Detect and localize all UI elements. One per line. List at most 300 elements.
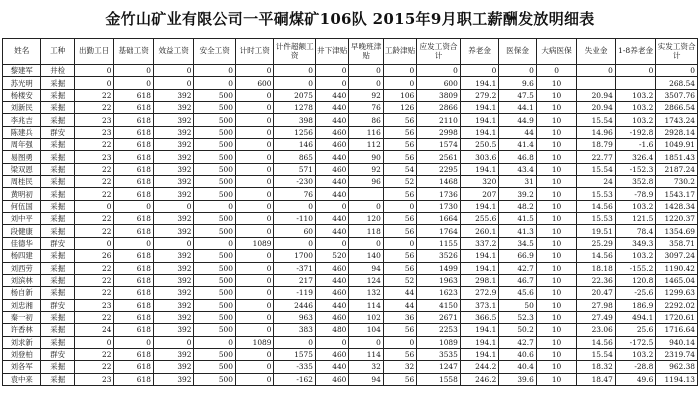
table-cell: 0 [615,65,656,77]
table-cell: 500 [194,114,236,126]
table-cell: 0 [235,262,273,274]
table-cell: 0 [235,213,273,225]
table-cell: -152.3 [615,163,656,175]
table-cell: 2998 [417,126,461,138]
table-cell: 56 [383,139,416,151]
table-cell: 0 [274,65,316,77]
employee-name-cell: 刘西劳 [3,262,41,274]
table-row [3,336,698,348]
table-cell: 440 [315,89,348,101]
table-cell: 103.2 [615,102,656,114]
table-cell: 1190.42 [656,262,698,274]
table-cell: 500 [194,225,236,237]
table-cell: 279.2 [460,89,498,101]
table-cell: 0 [235,200,273,212]
employee-name-cell: 杨楼安 [3,89,41,101]
job-type-cell: 采掘 [41,225,74,237]
table-cell: 392 [153,225,194,237]
table-cell: 10 [536,373,577,385]
table-cell: 0 [383,336,416,348]
table-cell: 392 [153,114,194,126]
column-header: 早晚班津贴 [349,39,383,65]
table-cell: 440 [315,225,348,237]
table-cell: 0 [417,65,461,77]
table-cell: 0 [656,65,698,77]
job-type-cell: 采掘 [41,89,74,101]
table-cell: 618 [114,139,154,151]
table-cell: 0 [383,65,416,77]
column-header: 出勤工日 [74,39,114,65]
table-cell: 52 [383,274,416,286]
table-row [3,126,698,138]
table-cell: 260.1 [460,225,498,237]
table-cell: 54 [383,163,416,175]
table-cell: 10 [536,274,577,286]
employee-name-cell: 许香林 [3,324,41,336]
table-cell: 0 [235,299,273,311]
table-cell: 39.6 [499,373,536,385]
column-header: 基础工资 [114,39,154,65]
table-cell: 18.79 [577,139,615,151]
employee-name-cell: 段健康 [3,225,41,237]
table-cell: 194.1 [460,250,498,262]
table-cell: 250.5 [460,139,498,151]
table-cell: 440 [315,102,348,114]
table-cell: 320 [460,176,498,188]
table-cell: 3535 [417,348,461,360]
table-cell: 56 [383,213,416,225]
table-cell: 352.8 [615,176,656,188]
table-cell: 1278 [274,102,316,114]
table-cell: 0 [235,287,273,299]
table-cell: 0 [274,237,316,249]
table-cell: 618 [114,225,154,237]
table-cell: 186.9 [615,299,656,311]
table-cell: 76 [274,188,316,200]
table-cell: 96 [349,176,383,188]
table-cell: 0 [153,77,194,89]
table-cell: 41.5 [499,213,536,225]
table-cell: 0 [235,163,273,175]
table-cell: 23 [74,299,114,311]
table-cell: 3097.24 [656,250,698,262]
table-cell: 392 [153,262,194,274]
table-cell: -371 [274,262,316,274]
table-cell: 52 [383,176,416,188]
table-cell: 41.4 [499,139,536,151]
table-cell: 1256 [274,126,316,138]
table-cell: 66.9 [499,250,536,262]
table-cell: 0 [74,77,114,89]
table-cell [615,77,656,89]
job-type-cell: 群安 [41,348,74,360]
employee-name-cell: 周桂民 [3,176,41,188]
table-cell: 2295 [417,163,461,175]
table-cell: 268.54 [656,77,698,89]
table-cell: 963 [274,311,316,323]
employee-name-cell: 杨自新 [3,287,41,299]
table-cell: 44 [383,299,416,311]
table-cell: 0 [153,237,194,249]
table-cell: 15.54 [577,163,615,175]
table-cell: 1623 [417,287,461,299]
table-cell: 500 [194,89,236,101]
column-header: 大病医保 [536,39,577,65]
table-cell: 10 [536,287,577,299]
job-type-cell: 采掘 [41,188,74,200]
table-cell: 34.5 [499,237,536,249]
table-cell: 46.8 [499,151,536,163]
table-cell: 14.56 [577,336,615,348]
table-cell: 392 [153,151,194,163]
table-cell: 0 [74,336,114,348]
table-cell: 0 [536,65,577,77]
table-cell: 298.1 [460,274,498,286]
employee-name-cell: 梁双恩 [3,163,41,175]
table-cell: 0 [235,311,273,323]
table-cell: 10 [536,151,577,163]
table-row [3,102,698,114]
job-type-cell: 采掘 [41,77,74,89]
table-cell: 0 [577,65,615,77]
table-cell: 49.6 [615,373,656,385]
table-cell: 500 [194,102,236,114]
employee-name-cell: 李兆吉 [3,114,41,126]
table-cell: 1720.61 [656,311,698,323]
table-cell: 618 [114,299,154,311]
table-cell: 600 [417,77,461,89]
table-cell: 0 [235,188,273,200]
table-cell: 10 [536,77,577,89]
table-cell: 194.1 [460,163,498,175]
table-cell: 500 [194,274,236,286]
table-cell: 56 [383,262,416,274]
table-cell: 52.3 [499,311,536,323]
column-header: 养老金 [460,39,498,65]
salary-table [2,38,698,386]
table-cell: 56 [383,250,416,262]
table-cell: 2292.02 [656,299,698,311]
table-cell: 56 [383,126,416,138]
table-cell: 23.06 [577,324,615,336]
table-cell: 618 [114,373,154,385]
table-cell: 20.94 [577,89,615,101]
table-cell: 0 [74,237,114,249]
table-cell: 0 [235,114,273,126]
job-type-cell: 井检 [41,65,74,77]
table-cell: 500 [194,188,236,200]
table-cell: 500 [194,361,236,373]
table-cell: 22 [74,348,114,360]
table-cell: 10 [536,114,577,126]
table-cell: 23 [74,373,114,385]
table-cell: 392 [153,176,194,188]
table-cell: 32 [383,361,416,373]
table-cell: 2319.74 [656,348,698,360]
table-cell: 440 [315,274,348,286]
table-cell: 20.47 [577,287,615,299]
table-cell: 0 [235,361,273,373]
table-row [3,139,698,151]
table-cell: 1049.91 [656,139,698,151]
table-cell: 1299.63 [656,287,698,299]
table-cell: 0 [315,65,348,77]
table-cell: 116 [349,126,383,138]
table-row [3,65,698,77]
table-cell: 618 [114,102,154,114]
table-cell: 618 [114,188,154,200]
table-cell: 207 [460,188,498,200]
job-type-cell: 采掘 [41,287,74,299]
table-cell: 2110 [417,114,461,126]
table-cell: 1575 [274,348,316,360]
table-cell: 460 [315,287,348,299]
table-cell: 56 [383,373,416,385]
table-cell: 1354.69 [656,225,698,237]
employee-name-cell: 刘新民 [3,102,41,114]
table-cell: 392 [153,89,194,101]
table-cell: 460 [315,311,348,323]
table-cell: 0 [499,65,536,77]
table-cell: 22 [74,188,114,200]
table-cell: 10 [536,188,577,200]
column-header: 姓名 [3,39,41,65]
table-cell: 103.2 [615,348,656,360]
table-cell: 2187.24 [656,163,698,175]
job-type-cell: 采掘 [41,200,74,212]
table-cell: 18.47 [577,373,615,385]
employee-name-cell: 杨四建 [3,250,41,262]
job-type-cell: 采掘 [41,324,74,336]
table-cell: 440 [315,299,348,311]
table-cell: 2671 [417,311,461,323]
table-cell: 194.1 [460,348,498,360]
table-cell: 349.3 [615,237,656,249]
table-cell: 90 [349,151,383,163]
job-type-cell: 采掘 [41,311,74,323]
table-cell: 10 [536,200,577,212]
table-cell: 0 [74,200,114,212]
table-row [3,200,698,212]
table-cell: 76 [349,102,383,114]
table-cell: 392 [153,311,194,323]
table-cell: 1468 [417,176,461,188]
job-type-cell: 采掘 [41,176,74,188]
table-cell: 730.2 [656,176,698,188]
table-cell: 103.2 [615,250,656,262]
table-cell: 0 [383,200,416,212]
table-cell: 10 [536,102,577,114]
table-cell: 392 [153,287,194,299]
table-cell: 44.9 [499,114,536,126]
table-cell: 10 [536,139,577,151]
table-cell: 42.7 [499,262,536,274]
table-cell: 10 [536,176,577,188]
column-header: 计时工资 [235,39,273,65]
table-cell: 22.77 [577,151,615,163]
table-cell: 121.5 [615,213,656,225]
table-row [3,311,698,323]
table-row [3,299,698,311]
table-cell: 0 [349,336,383,348]
table-cell: 1089 [235,237,273,249]
table-cell: 41.3 [499,225,536,237]
table-cell: 50.2 [499,324,536,336]
table-cell: 0 [349,200,383,212]
table-cell: 102 [349,311,383,323]
table-cell: 22 [74,274,114,286]
table-cell: 0 [349,65,383,77]
employee-name-cell: 刘登柏 [3,348,41,360]
employee-name-cell: 刘滨林 [3,274,41,286]
table-cell: 94 [349,262,383,274]
table-cell: 618 [114,213,154,225]
table-cell: 0 [349,77,383,89]
table-cell: 0 [194,77,236,89]
employee-name-cell: 周年强 [3,139,41,151]
table-row [3,324,698,336]
table-cell: 217 [274,274,316,286]
table-cell: 1764 [417,225,461,237]
table-cell: 2253 [417,324,461,336]
table-cell: 45.6 [499,287,536,299]
table-cell: 618 [114,287,154,299]
table-cell: 1194.13 [656,373,698,385]
table-cell: 600 [235,77,273,89]
table-cell: 303.6 [460,151,498,163]
table-cell: 618 [114,348,154,360]
table-cell: 0 [194,237,236,249]
table-cell: 103.2 [615,114,656,126]
column-header: 1-8养老金 [615,39,656,65]
table-cell: 940.14 [656,336,698,348]
table-cell: 618 [114,151,154,163]
table-cell: 120.8 [615,274,656,286]
table-cell: 22 [74,163,114,175]
table-cell: 10 [536,250,577,262]
table-cell: -110 [274,213,316,225]
table-row [3,225,698,237]
table-cell: 32 [349,361,383,373]
table-cell: 571 [274,163,316,175]
table-cell: 0 [349,237,383,249]
table-cell: 1963 [417,274,461,286]
table-cell: 24 [74,324,114,336]
table-cell: 0 [383,237,416,249]
table-cell: -28.8 [615,361,656,373]
table-cell: 440 [315,176,348,188]
employee-name-cell: 刘忠湘 [3,299,41,311]
table-cell: 22 [74,262,114,274]
table-cell: 0 [194,65,236,77]
table-cell: 24 [577,176,615,188]
table-cell: 618 [114,176,154,188]
table-cell: 337.2 [460,237,498,249]
table-cell: 44 [383,287,416,299]
table-cell: 392 [153,188,194,200]
job-type-cell: 采掘 [41,373,74,385]
table-cell: 112 [349,139,383,151]
table-cell: 0 [114,77,154,89]
table-cell: 23 [74,114,114,126]
table-cell: 1558 [417,373,461,385]
table-row [3,188,698,200]
table-cell: 0 [383,77,416,89]
table-cell: 118 [349,225,383,237]
table-row [3,151,698,163]
employee-name-cell: 黄明初 [3,188,41,200]
table-cell: 194.1 [460,114,498,126]
table-cell: 500 [194,151,236,163]
table-cell: 40.6 [499,348,536,360]
table-cell: 500 [194,299,236,311]
table-cell: 0 [315,237,348,249]
table-row [3,373,698,385]
table-cell: 0 [153,65,194,77]
table-cell: 440 [315,151,348,163]
table-cell: 56 [383,225,416,237]
table-cell: 10 [536,225,577,237]
employee-name-cell: 何伍国 [3,200,41,212]
table-cell: 27.49 [577,311,615,323]
table-cell: -25.6 [615,287,656,299]
table-cell: 1543.17 [656,188,698,200]
table-cell: -172.5 [615,336,656,348]
job-type-cell: 群安 [41,126,74,138]
table-cell: 114 [349,348,383,360]
employee-name-cell: 佳德华 [3,237,41,249]
table-cell: 460 [315,262,348,274]
job-type-cell: 采掘 [41,274,74,286]
table-cell: 22 [74,102,114,114]
table-cell: 10 [536,311,577,323]
table-cell: 460 [315,373,348,385]
table-cell: 0 [235,102,273,114]
table-cell: 124 [349,274,383,286]
table-cell: 56 [383,188,416,200]
table-cell: 0 [235,176,273,188]
table-cell: 460 [315,348,348,360]
employee-name-cell: 陈建兵 [3,126,41,138]
table-cell: 1247 [417,361,461,373]
table-cell: 19.51 [577,225,615,237]
table-cell: 0 [315,77,348,89]
table-cell: 0 [235,139,273,151]
table-cell: 392 [153,274,194,286]
table-cell: 15.53 [577,188,615,200]
employee-name-cell: 袁中来 [3,373,41,385]
job-type-cell: 采掘 [41,151,74,163]
table-cell: 2446 [274,299,316,311]
table-cell: 3507.76 [656,89,698,101]
table-cell: 373.1 [460,299,498,311]
table-cell: 392 [153,250,194,262]
column-header: 井下津贴 [315,39,348,65]
table-cell: 392 [153,102,194,114]
table-cell: 10 [536,163,577,175]
table-cell: -1.6 [615,139,656,151]
table-cell: 1743.24 [656,114,698,126]
table-cell: 15.54 [577,348,615,360]
table-cell: 46.7 [499,274,536,286]
table-cell: 500 [194,373,236,385]
table-cell: 114 [349,299,383,311]
column-header: 实发工资合计 [656,39,698,65]
table-cell: 440 [315,361,348,373]
table-cell: 0 [235,225,273,237]
table-cell: 92 [349,163,383,175]
table-cell: 2866 [417,102,461,114]
